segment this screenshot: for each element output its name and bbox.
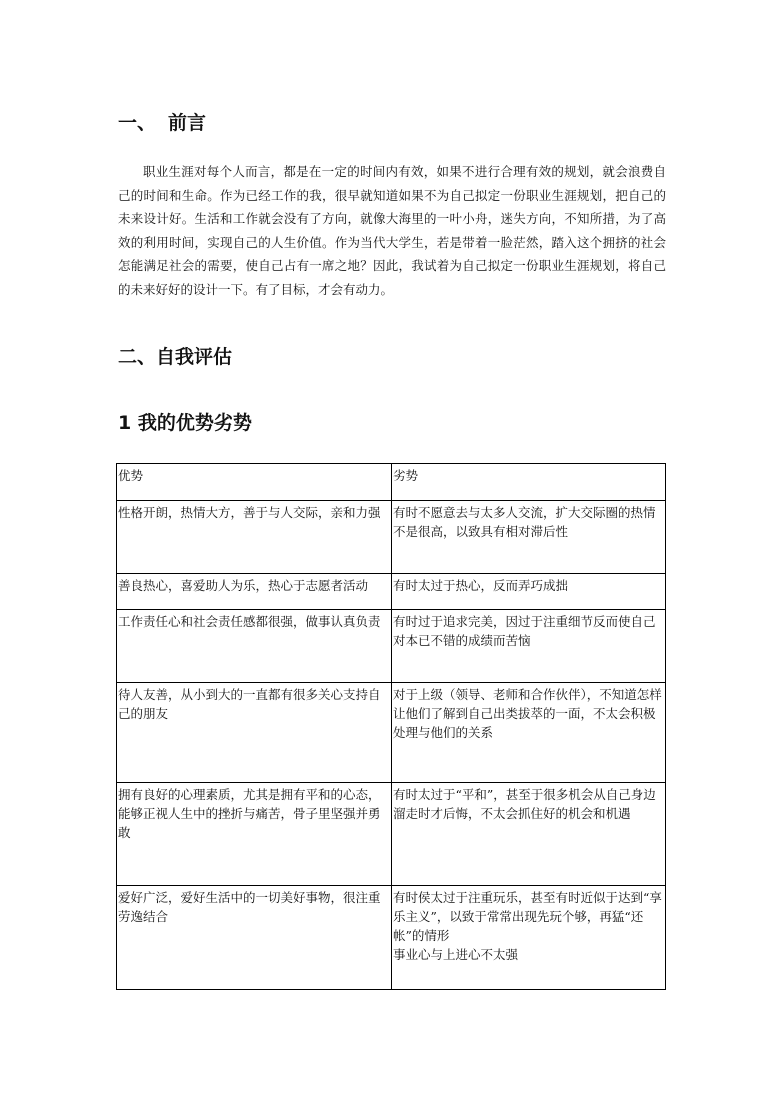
weakness-text: 事业心与上进心不太强 bbox=[393, 947, 519, 962]
table-row bbox=[117, 783, 666, 886]
weakness-cell bbox=[392, 574, 666, 610]
strength-cell: 待人友善，从小到大的一直都有很多关心支持自己的朋友 bbox=[117, 683, 392, 783]
strengths-weaknesses-table bbox=[116, 463, 666, 990]
weakness-cell bbox=[392, 501, 666, 574]
strength-cell: 善良热心，喜爱助人为乐，热心于志愿者活动 bbox=[117, 574, 392, 610]
weakness-text: 有时不愿意去与太多人交流，扩大交际圈的热情不是很高，以致具有相对滞后性 bbox=[393, 505, 656, 539]
table-row bbox=[117, 574, 666, 610]
weakness-cell bbox=[392, 683, 666, 783]
section-heading-self-assessment: 二、自我评估 bbox=[118, 346, 233, 368]
weakness-text: 有时太过于“平和”，甚至于很多机会从自己身边溜走时才后悔，不太会抓住好的机会和机遇 bbox=[393, 787, 656, 821]
section-title: 前言 bbox=[168, 112, 207, 134]
weakness-text: 对于上级（领导、老师和合作伙伴），不知道怎样让他们了解到自己出类拔萃的一面，不太会积极处理与他们的关系 bbox=[393, 687, 662, 740]
subsection-heading-strengths-weaknesses: 1 我的优势劣势 bbox=[118, 412, 252, 434]
weakness-text: 有时太过于热心，反而弄巧成拙 bbox=[393, 578, 569, 593]
weakness-cell bbox=[392, 610, 666, 683]
table-row bbox=[117, 683, 666, 783]
strength-cell: 爱好广泛，爱好生活中的一切美好事物，很注重劳逸结合 bbox=[117, 886, 392, 990]
section-number: 一、 bbox=[118, 112, 157, 134]
table-row bbox=[117, 610, 666, 683]
weakness-cell bbox=[392, 783, 666, 886]
strength-cell: 性格开朗，热情大方，善于与人交际，亲和力强 bbox=[117, 501, 392, 574]
header-weaknesses: 劣势 bbox=[392, 464, 666, 501]
strength-cell: 工作责任心和社会责任感都很强，做事认真负责 bbox=[117, 610, 392, 683]
table-header-row bbox=[117, 464, 666, 501]
weakness-cell bbox=[392, 886, 666, 990]
weakness-text: 有时侯太过于注重玩乐，甚至有时近似于达到“享乐主义”，以致于常常出现先玩个够，再猛“还帐”的情形 bbox=[393, 890, 662, 943]
weakness-text: 有时过于追求完美，因过于注重细节反而使自己对本已不错的成绩而苦恼 bbox=[393, 614, 656, 648]
intro-paragraph: 职业生涯对每个人而言，都是在一定的时间内有效，如果不进行合理有效的规划，就会浪费自己的时间和生命。作为已经工作的我，很早就知道如果不为自己拟定一份职业生涯规划，把自己的未来设计好。生活和工作就会没有了方向，就像大海里的一叶小舟，迷失方向，不知所措，为了高效的利用时间，实现自己的人生价值。作为当代大学生，若是带着一脸茫然，踏入这个拥挤的社会怎能满足社会的需要，使自己占有一席之地？因此，我试着为自己拟定一份职业生涯规划，将自己的未来好好的设计一下。有了目标，才会有动力。 bbox=[118, 164, 666, 297]
table-row bbox=[117, 886, 666, 990]
section-heading-preface bbox=[118, 108, 206, 135]
table-row bbox=[117, 501, 666, 574]
header-strengths: 优势 bbox=[117, 464, 392, 501]
strength-cell: 拥有良好的心理素质，尤其是拥有平和的心态，能够正视人生中的挫折与痛苦，骨子里坚强并勇敢 bbox=[117, 783, 392, 886]
